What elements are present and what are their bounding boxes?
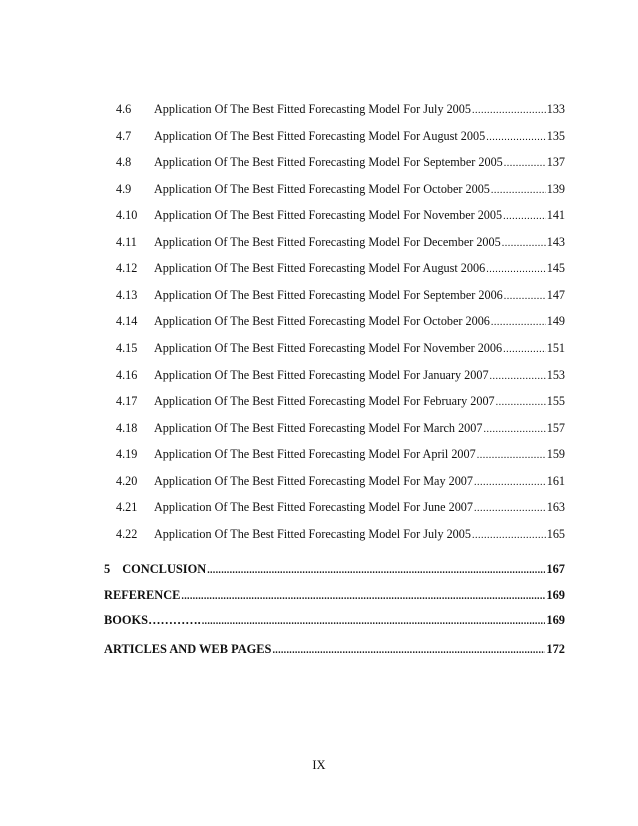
toc-entry-page: 151: [546, 340, 565, 355]
toc-chapter-number: 5: [104, 562, 111, 576]
toc-entry-line: [154, 392, 565, 412]
dot-leader: [490, 368, 546, 386]
toc-main-entry-title: ARTICLES AND WEB PAGES: [104, 642, 272, 656]
dot-leader: [504, 288, 546, 306]
toc-entry-title: Application Of The Best Fitted Forecasting Model For August 2006: [154, 261, 486, 276]
dot-leader: [491, 182, 546, 200]
toc-entry-number: 4.17: [116, 394, 138, 409]
dot-leader: [472, 102, 546, 120]
toc-entry: [0, 498, 638, 516]
toc-entry-line: [154, 127, 565, 147]
toc-entry-page: 161: [546, 473, 565, 488]
toc-entry-line: [154, 259, 565, 279]
toc-entry-line: [154, 525, 565, 545]
toc-entry-number: 4.16: [116, 367, 138, 382]
toc-main-entry-title: REFERENCE: [104, 588, 181, 602]
toc-entry-number: 4.11: [116, 234, 137, 249]
toc-entry-line: [154, 180, 565, 200]
dot-leader: [496, 394, 546, 412]
dot-leader: [504, 155, 546, 173]
toc-entry-line: [154, 153, 565, 173]
dot-leader: [483, 421, 545, 439]
dot-leader: [502, 235, 546, 253]
toc-entry: [0, 100, 638, 118]
toc-entry-number: 4.14: [116, 314, 138, 329]
toc-entry-number: 4.13: [116, 287, 138, 302]
toc-entry-number: 4.7: [116, 128, 132, 143]
toc-entry: [0, 206, 638, 224]
dot-leader: [181, 588, 545, 606]
toc-entry-page: 141: [546, 208, 565, 223]
toc-entry-title: Application Of The Best Fitted Forecasting Model For December 2005: [154, 234, 501, 249]
toc-entry-title: Application Of The Best Fitted Forecasting Model For July 2005: [154, 526, 471, 541]
toc-entry-title: Application Of The Best Fitted Forecasting Model For March 2007: [154, 420, 483, 435]
toc-main-entry-title: BOOKS………….: [104, 613, 201, 627]
toc-entry-page: 153: [546, 367, 565, 382]
dot-leader: [202, 613, 546, 631]
toc-entry-line: [154, 286, 565, 306]
toc-entry-page: 155: [546, 394, 565, 409]
toc-entry: [0, 153, 638, 171]
toc-main-entry-title: CONCLUSION: [122, 562, 207, 576]
dot-leader: [486, 261, 546, 279]
toc-entry-title: Application Of The Best Fitted Forecasting Model For January 2007: [154, 367, 489, 382]
page-number-footer: IX: [312, 758, 326, 772]
toc-entry-line: [154, 233, 565, 253]
toc-main-entry-page: 169: [546, 613, 565, 627]
toc-main-entry: [0, 586, 638, 604]
toc-entry-page: 135: [546, 128, 565, 143]
dot-leader: [491, 314, 546, 332]
toc-main-entry: [0, 640, 638, 658]
dot-leader: [503, 341, 546, 359]
toc-entry-line: [154, 472, 565, 492]
toc-entry: [0, 472, 638, 490]
toc-entry: [0, 419, 638, 437]
toc-entry-title: Application Of The Best Fitted Forecasting Model For September 2006: [154, 287, 503, 302]
toc-main-entry-line: [104, 560, 565, 580]
toc-entry: [0, 312, 638, 330]
toc-entry-number: 4.19: [116, 447, 138, 462]
toc-entry-line: [154, 498, 565, 518]
toc-entry: [0, 392, 638, 410]
dot-leader: [477, 447, 546, 465]
toc-entry-page: 137: [546, 155, 565, 170]
toc-entry-line: [154, 419, 565, 439]
dot-leader: [486, 129, 546, 147]
toc-main-entry: [0, 611, 638, 629]
toc-entry-title: Application Of The Best Fitted Forecasting Model For February 2007: [154, 394, 495, 409]
toc-entry-line: [154, 366, 565, 386]
toc-entry-page: 157: [546, 420, 565, 435]
toc-entry-page: 149: [546, 314, 565, 329]
toc-entry-line: [154, 206, 565, 226]
toc-entry-title: Application Of The Best Fitted Forecasting Model For July 2005: [154, 102, 471, 116]
toc-entry-title: Application Of The Best Fitted Forecasting Model For June 2007: [154, 500, 473, 515]
toc-entry-title: Application Of The Best Fitted Forecasting Model For August 2005: [154, 128, 486, 143]
toc-entry: [0, 233, 638, 251]
dot-leader: [474, 500, 546, 518]
toc-main-entry: [0, 560, 638, 578]
toc-entry-title: Application Of The Best Fitted Forecasting Model For October 2005: [154, 181, 490, 196]
toc-entry-number: 4.20: [116, 473, 138, 488]
toc-entry-number: 4.12: [116, 261, 138, 276]
toc-entry-page: 165: [546, 526, 565, 541]
toc-entry-line: [154, 312, 565, 332]
toc-entry-number: 4.8: [116, 155, 132, 170]
toc-entry-page: 145: [546, 261, 565, 276]
toc-entry: [0, 259, 638, 277]
dot-leader: [207, 562, 545, 580]
toc-entry-title: Application Of The Best Fitted Forecasting Model For April 2007: [154, 447, 476, 462]
toc-main-entry-line: [104, 640, 565, 660]
toc-entry-title: Application Of The Best Fitted Forecasting Model For November 2005: [154, 208, 503, 223]
toc-entry: [0, 366, 638, 384]
toc-entry-page: 163: [546, 500, 565, 515]
toc-main-entry-page: 167: [546, 562, 565, 576]
toc-entry-line: [154, 339, 565, 359]
dot-leader: [272, 642, 545, 660]
toc-main-entry-page: 169: [546, 588, 565, 602]
toc-entry: [0, 180, 638, 198]
toc-entry-number: 4.6: [116, 102, 132, 116]
toc-entry-title: Application Of The Best Fitted Forecasting Model For October 2006: [154, 314, 490, 329]
toc-main-entry-page: 172: [546, 642, 565, 656]
toc-entry-number: 4.18: [116, 420, 138, 435]
toc-entry-page: 139: [546, 181, 565, 196]
toc-entry-line: [154, 100, 565, 120]
toc-entry-number: 4.15: [116, 340, 138, 355]
toc-entry-number: 4.21: [116, 500, 138, 515]
toc-entry: [0, 445, 638, 463]
toc-entry: [0, 339, 638, 357]
toc-main-entry-line: [104, 586, 565, 606]
toc-entry: [0, 127, 638, 145]
toc-entry-page: 147: [546, 287, 565, 302]
toc-entry: [0, 525, 638, 543]
toc-entry-page: 143: [546, 234, 565, 249]
toc-entry-title: Application Of The Best Fitted Forecasting Model For May 2007: [154, 473, 473, 488]
toc-entry-number: 4.22: [116, 526, 138, 541]
toc-entry-number: 4.10: [116, 208, 138, 223]
dot-leader: [474, 474, 546, 492]
toc-entry-page: 159: [546, 447, 565, 462]
toc-entry-line: [154, 445, 565, 465]
toc-entry-page: 133: [546, 102, 565, 116]
toc-entry: [0, 286, 638, 304]
toc-entry-title: Application Of The Best Fitted Forecasting Model For November 2006: [154, 340, 503, 355]
toc-entry-number: 4.9: [116, 181, 132, 196]
toc-main-entry-line: [104, 611, 565, 631]
dot-leader: [503, 208, 546, 226]
toc-entry-title: Application Of The Best Fitted Forecasting Model For September 2005: [154, 155, 503, 170]
dot-leader: [472, 527, 546, 545]
